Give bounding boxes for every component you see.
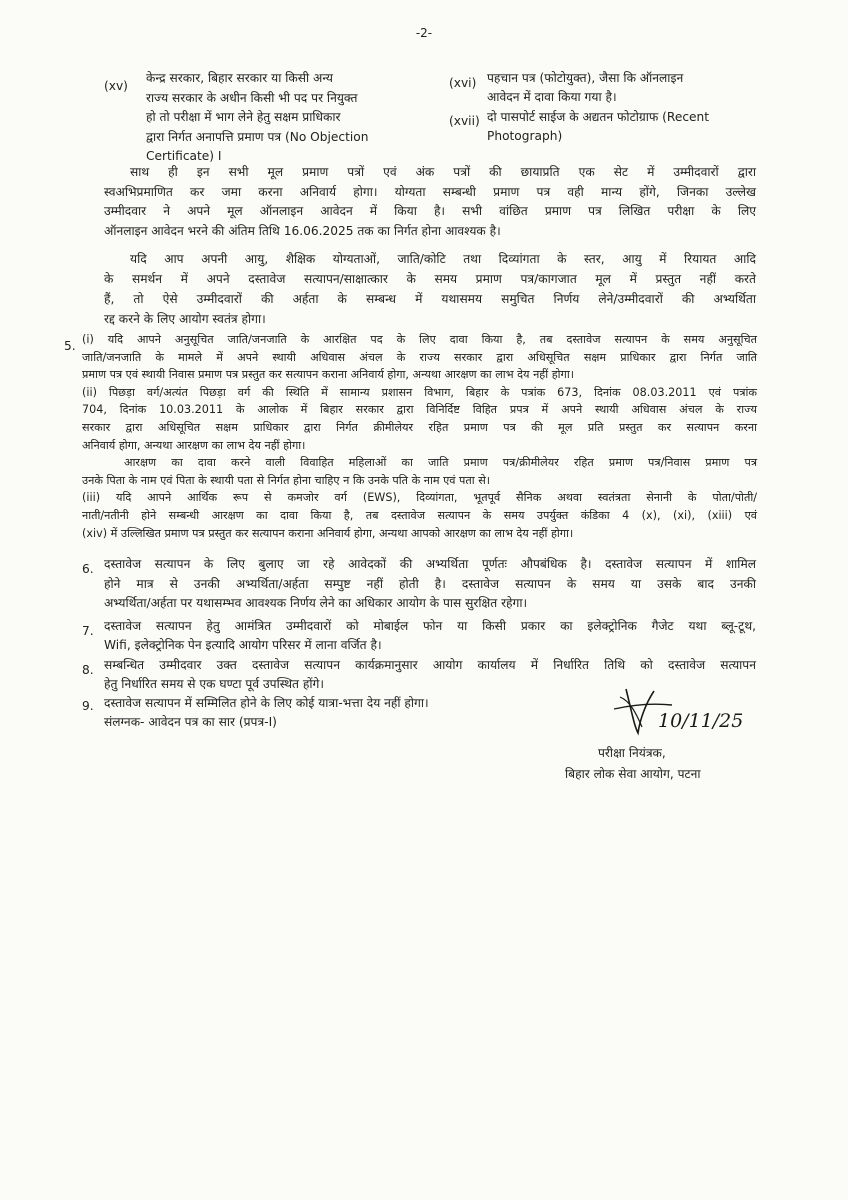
item-8-number: 8. [82, 663, 94, 677]
item-xv-label: (xv) [104, 79, 128, 93]
item-5-text: (i) यदि आपने अनुसूचित जाति/जनजाति के आरक्षित पद के लिए दावा किया है, तब दस्तावेज सत्यापन के समय अनुसूचित जाति/जनजाति के मामले में अपने स्थायी अधिवास अंचल के राज्य सरकार द्वारा अधिसूचित सक्षम प्राधिकार द्वारा निर्गत जाति प्रमाण पत्र एवं स्थायी निवास प्रमाण पत्र प्रस्तुत कर सत्यापन कराना अनिवार्य होगा, अन्यथा आरक्षण का लाभ देय नहीं होगा। (ii) पिछड़ा वर्ग/अत्यंत पिछड़ा वर्ग की स्थिति में सामान्य प्रशासन विभाग, बिहार के पत्रांक 673, दिनांक 08.03.2011 एवं पत्रांक 704, दिनांक 10.03.2011 के आलोक में बिहार सरकार द्वारा विनिर्दिष्ट विहित प्रपत्र में अपने स्थायी अधिवास अंचल के राज्य सरकार द्वारा अधिसूचित सक्षम प्राधिकार द्वारा निर्गत क्रीमीलेयर रहित प्रमाण पत्र की मूल प्रति प्रस्तुत कर सत्यापन करना अनिवार्य होगा, अन्यथा आरक्षण का लाभ देय नहीं होगा। आरक्षण का दावा करने वाली विवाहित महिलाओं का जाति प्रमाण पत्र/क्रीमीलेयर रहित प्रमाण पत्र/निवास प्रमाण पत्र उनके पिता के नाम एवं पिता के स्थायी पता से निर्गत होना चाहिए न कि उनके पति के नाम एवं पता से। (iii) यदि आपने आर्थिक रूप से कमजोर वर्ग (EWS), दिव्यांगता, भूतपूर्व सैनिक अथवा स्वतंत्रता सेनानी के पोता/पोती/ नाती/नतीनी होने सम्बन्धी आरक्षण का दावा किया है, तब दस्तावेज सत्यापन के समय उपर्युक्त कंडिका 4 (x), (xi), (xiii) एवं (xiv) में उल्लिखित प्रमाण पत्र प्रस्तुत कर सत्यापन कराना अनिवार्य होगा, अन्यथा आपको आरक्षण का लाभ देय नहीं होगा। [82, 333, 757, 540]
item-9-text: दस्तावेज सत्यापन में सम्मिलित होने के लिए कोई यात्रा-भत्ता देय नहीं होगा। [104, 696, 429, 710]
item-5-iii: (iii) यदि आपने आर्थिक रूप से कमजोर वर्ग (EWS), दिव्यांगता, भूतपूर्व सैनिक अथवा स्वतंत्रता सेनानी के पोता/पोती/ [82, 491, 757, 505]
enclosure-note: संलग्नक- आवेदन पत्र का सार (प्रपत्र-I) [104, 715, 277, 729]
item-5-number: 5. [64, 339, 76, 353]
signature-designation: परीक्षा नियंत्रक, [598, 746, 666, 760]
paragraph-documents: साथ ही इन सभी मूल प्रमाण पत्रों एवं अंक पत्रों की छायाप्रति एक सेट में उम्मीदवारों द्वारा स्वअभिप्रमाणित कर जमा करना अनिवार्य होगा। योग्यता सम्बन्धी प्रमाण पत्र वही मान्य होंगे, जिनका उल्लेख उम्मीदवार ने अपने मूल ऑनलाइन आवेदन में किया है। सभी वांछित प्रमाण पत्र लिखित परीक्षा के लिए ऑनलाइन आवेदन भरने की अंतिम तिथि 16.06.2025 तक का निर्गत होना आवश्यक है। [104, 165, 756, 238]
item-7-text: दस्तावेज सत्यापन हेतु आमंत्रित उम्मीदवारों को मोबाईल फोन या किसी प्रकार का इलेक्ट्रोनिक गैजेट यथा ब्लू-टूथ, Wifi, इलेक्ट्रोनिक पेन इत्यादि आयोग परिसर में लाना वर्जित है। [104, 619, 756, 652]
item-8-text: सम्बन्धित उम्मीदवार उक्त दस्तावेज सत्यापन कार्यक्रमानुसार आयोग कार्यालय में निर्धारित तिथि को दस्तावेज सत्यापन हेतु निर्धारित समय से एक घण्टा पूर्व उपस्थित होंगे। [104, 658, 756, 691]
item-6-number: 6. [82, 562, 94, 576]
item-5-ii: (ii) पिछड़ा वर्ग/अत्यंत पिछड़ा वर्ग की स्थिति में सामान्य प्रशासन विभाग, बिहार के पत्रांक 673, दिनांक 08.03.2011 एवं पत्रांक [82, 385, 757, 399]
item-xvi-label: (xvi) [449, 76, 477, 90]
item-9-number: 9. [82, 699, 94, 713]
paragraph-relaxation: यदि आप अपनी आयु, शैक्षिक योग्यताओं, जाति/कोटि तथा दिव्यांगता के स्तर, आयु में रियायत आदि के समर्थन में अपने दस्तावेज सत्यापन/साक्षात्कार के समय प्रमाण पत्र/कागजात मूल में प्रस्तुत नहीं करते हैं, तो ऐसे उम्मीदवारों की अर्हता के सम्बन्ध में यथासमय समुचित निर्णय लेने/उम्मीदवारों की अभ्यर्थिता रद्द करने के लिए आयोग स्वतंत्र होगा। [104, 252, 756, 326]
item-xvi-text: पहचान पत्र (फोटोयुक्त), जैसा कि ऑनलाइन आवेदन में दावा किया गया है। [487, 71, 684, 104]
item-xv-text: केन्द्र सरकार, बिहार सरकार या किसी अन्य राज्य सरकार के अधीन किसी भी पद पर नियुक्त हो तो परीक्षा में भाग लेने हेतु सक्षम प्राधिकार द्वारा निर्गत अनापत्ति प्रमाण पत्र (No Objection Certificate) I [146, 71, 369, 163]
item-6-text: दस्तावेज सत्यापन के लिए बुलाए जा रहे आवेदकों की अभ्यर्थिता पूर्णतः औपबंधिक है। दस्तावेज सत्यापन में शामिल होने मात्र से उनकी अभ्यर्थिता/अर्हता सम्पुष्ट नहीं होती है। दस्तावेज सत्यापन के समय या उसके बाद उनकी अभ्यर्थिता/अर्हता पर यथासम्भव आवश्यक निर्णय लेने का अधिकार आयोग के पास सुरक्षित रहेगा। [104, 557, 756, 610]
page-number: -2- [415, 26, 433, 40]
svg-text:10/11/25: 10/11/25 [658, 710, 744, 732]
item-xvii-text: दो पासपोर्ट साईज के अद्यतन फोटोग्राफ (Recent Photograph) [487, 110, 710, 143]
item-7-number: 7. [82, 624, 94, 638]
signature-office: बिहार लोक सेवा आयोग, पटना [565, 767, 701, 781]
item-5-i: (i) यदि आपने अनुसूचित जाति/जनजाति के आरक्षित पद के लिए दावा किया है, तब दस्तावेज सत्यापन के समय अनुसूचित [82, 333, 757, 346]
signature-image [612, 683, 762, 739]
item-xvii-label: (xvii) [449, 114, 480, 128]
item-5-women: आरक्षण का दावा करने वाली विवाहित महिलाओं का जाति प्रमाण पत्र/क्रीमीलेयर रहित प्रमाण पत्र/निवास प्रमाण पत्र [124, 456, 757, 470]
